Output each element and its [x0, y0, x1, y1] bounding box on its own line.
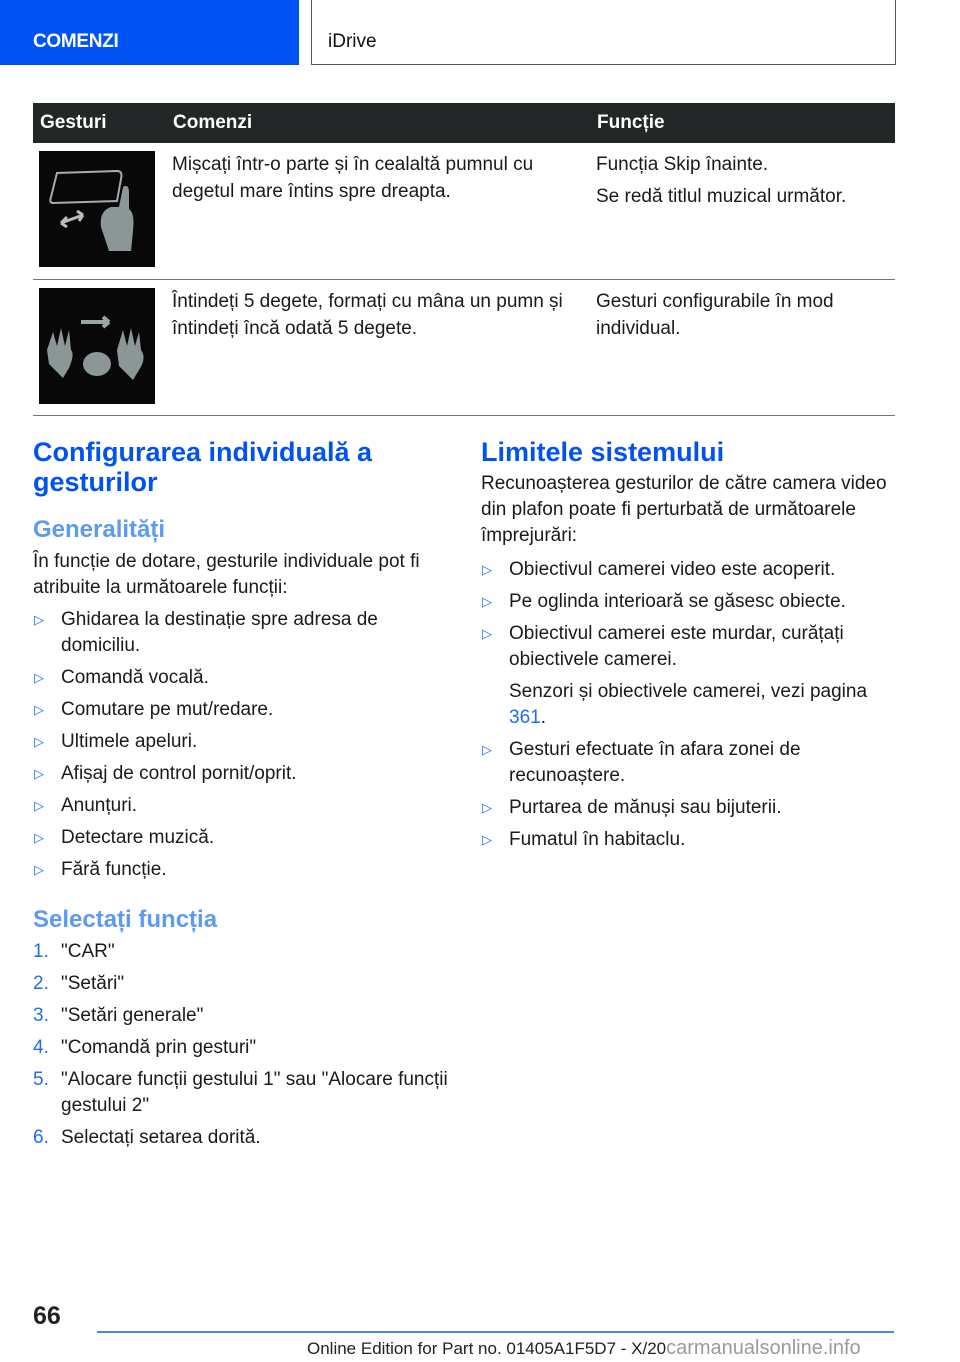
footer-edition: Online Edition for Part no. 01405A1F5D7 - X/20carmanualsonline.info: [307, 1337, 861, 1359]
limitations-list: [481, 557, 896, 853]
triangle-bullet-icon: ▷: [482, 832, 492, 847]
triangle-bullet-icon: ▷: [482, 594, 492, 609]
function-cell: Gesturi configurabile în mod individual.: [590, 279, 895, 415]
triangle-bullet-icon: ▷: [34, 766, 44, 781]
triangle-bullet-icon: ▷: [482, 562, 492, 577]
list-item: ▷ Gesturi efectuate în afara zonei de recunoaștere.: [482, 739, 801, 786]
column-header-gestures: Gesturi: [33, 103, 166, 143]
triangle-bullet-icon: ▷: [34, 702, 44, 717]
triangle-bullet-icon: ▷: [34, 670, 44, 685]
list-item: ▷ Comandă vocală.: [33, 665, 448, 691]
steps-list: [33, 939, 448, 1151]
section-heading: Limitele sistemului: [481, 437, 725, 467]
chapter-title: iDrive: [328, 31, 377, 52]
step-item: 6. Selectați setarea dorită.: [33, 1127, 261, 1148]
triangle-bullet-icon: ▷: [34, 734, 44, 749]
section-heading: Configurarea individuală a gesturilor: [33, 437, 373, 497]
open-hand-fist-open-hand-gesture-icon: [39, 288, 155, 404]
triangle-bullet-icon: ▷: [482, 742, 492, 757]
table-row: [33, 279, 895, 415]
gesture-cell: [33, 279, 166, 415]
table-row: [33, 143, 895, 279]
gesture-cell: [33, 143, 166, 279]
step-item: 1. "CAR": [33, 941, 115, 962]
list-item: ▷ Pe oglinda interioară se găsesc obiecte.: [481, 589, 896, 615]
subsection-heading: Selectați funcția: [33, 906, 218, 933]
section-title: COMENZI: [33, 31, 119, 52]
step-item: 4. "Comandă prin gesturi": [33, 1037, 257, 1058]
watermark: carmanualsonline.info: [666, 1337, 861, 1359]
gestures-table: [33, 103, 895, 416]
list-item: ▷ Obiectivul camerei video este acoperit.: [481, 557, 896, 583]
step-item: 3. "Setări generale": [33, 1005, 204, 1026]
section-tab: [0, 0, 299, 65]
column-header-function: Funcție: [590, 103, 895, 143]
cross-reference: Senzori și obiectivele camerei, vezi pagina 361.: [509, 681, 868, 728]
list-item: ▷ Fără funcție.: [33, 857, 448, 883]
triangle-bullet-icon: ▷: [34, 612, 44, 627]
page-link[interactable]: 361: [509, 707, 541, 728]
page-number: 66: [33, 1302, 61, 1330]
intro-text: Recunoașterea gesturilor de către camera video din plafon poate fi perturbată de următoarele împrejurări:: [481, 473, 887, 546]
step-item: 5. "Alocare funcții gestului 1" sau "Alocare funcții gestului 2": [33, 1069, 448, 1116]
fist-thumb-swipe-gesture-icon: [39, 151, 155, 267]
list-item: ▷ Purtarea de mănuși sau bijuterii.: [481, 795, 896, 821]
list-item: ▷ Ghidarea la destinație spre adresa de domiciliu.: [34, 609, 378, 656]
left-column: [33, 437, 448, 1157]
triangle-bullet-icon: ▷: [34, 862, 44, 877]
footer-divider: [97, 1331, 894, 1333]
right-column: [481, 437, 896, 859]
list-item: ▷ Ultimele apeluri.: [33, 729, 448, 755]
triangle-bullet-icon: ▷: [34, 798, 44, 813]
subsection-heading: Generalități: [33, 516, 166, 543]
step-item: 2. "Setări": [33, 973, 125, 994]
list-item: ▷ Comutare pe mut/redare.: [33, 697, 448, 723]
command-cell: Întindeți 5 degete, formați cu mâna un pumn și întindeți încă odată 5 degete.: [166, 279, 590, 415]
triangle-bullet-icon: ▷: [482, 800, 492, 815]
function-list: [33, 607, 448, 883]
list-item: ▷ Obiectivul camerei este murdar, curățați obiectivele camerei. Senzori și obiectivele camerei, vezi pagina 361.: [481, 621, 896, 731]
triangle-bullet-icon: ▷: [34, 830, 44, 845]
table-header-row: [33, 103, 895, 143]
list-item: ▷ Fumatul în habitaclu.: [481, 827, 896, 853]
list-item: ▷ Afișaj de control pornit/oprit.: [33, 761, 448, 787]
list-item: ▷ Detectare muzică.: [33, 825, 448, 851]
function-cell: Funcția Skip înainte. Se redă titlul muzical următor.: [590, 143, 895, 279]
column-header-commands: Comenzi: [166, 103, 590, 143]
chapter-tab: [311, 0, 896, 65]
intro-text: În funcție de dotare, gesturile individuale pot fi atribuite la următoarele funcții:: [33, 551, 420, 598]
list-item: ▷ Anunțuri.: [33, 793, 448, 819]
command-cell: Mișcați într-o parte și în cealaltă pumnul cu degetul mare întins spre dreapta.: [166, 143, 590, 279]
triangle-bullet-icon: ▷: [482, 626, 492, 641]
